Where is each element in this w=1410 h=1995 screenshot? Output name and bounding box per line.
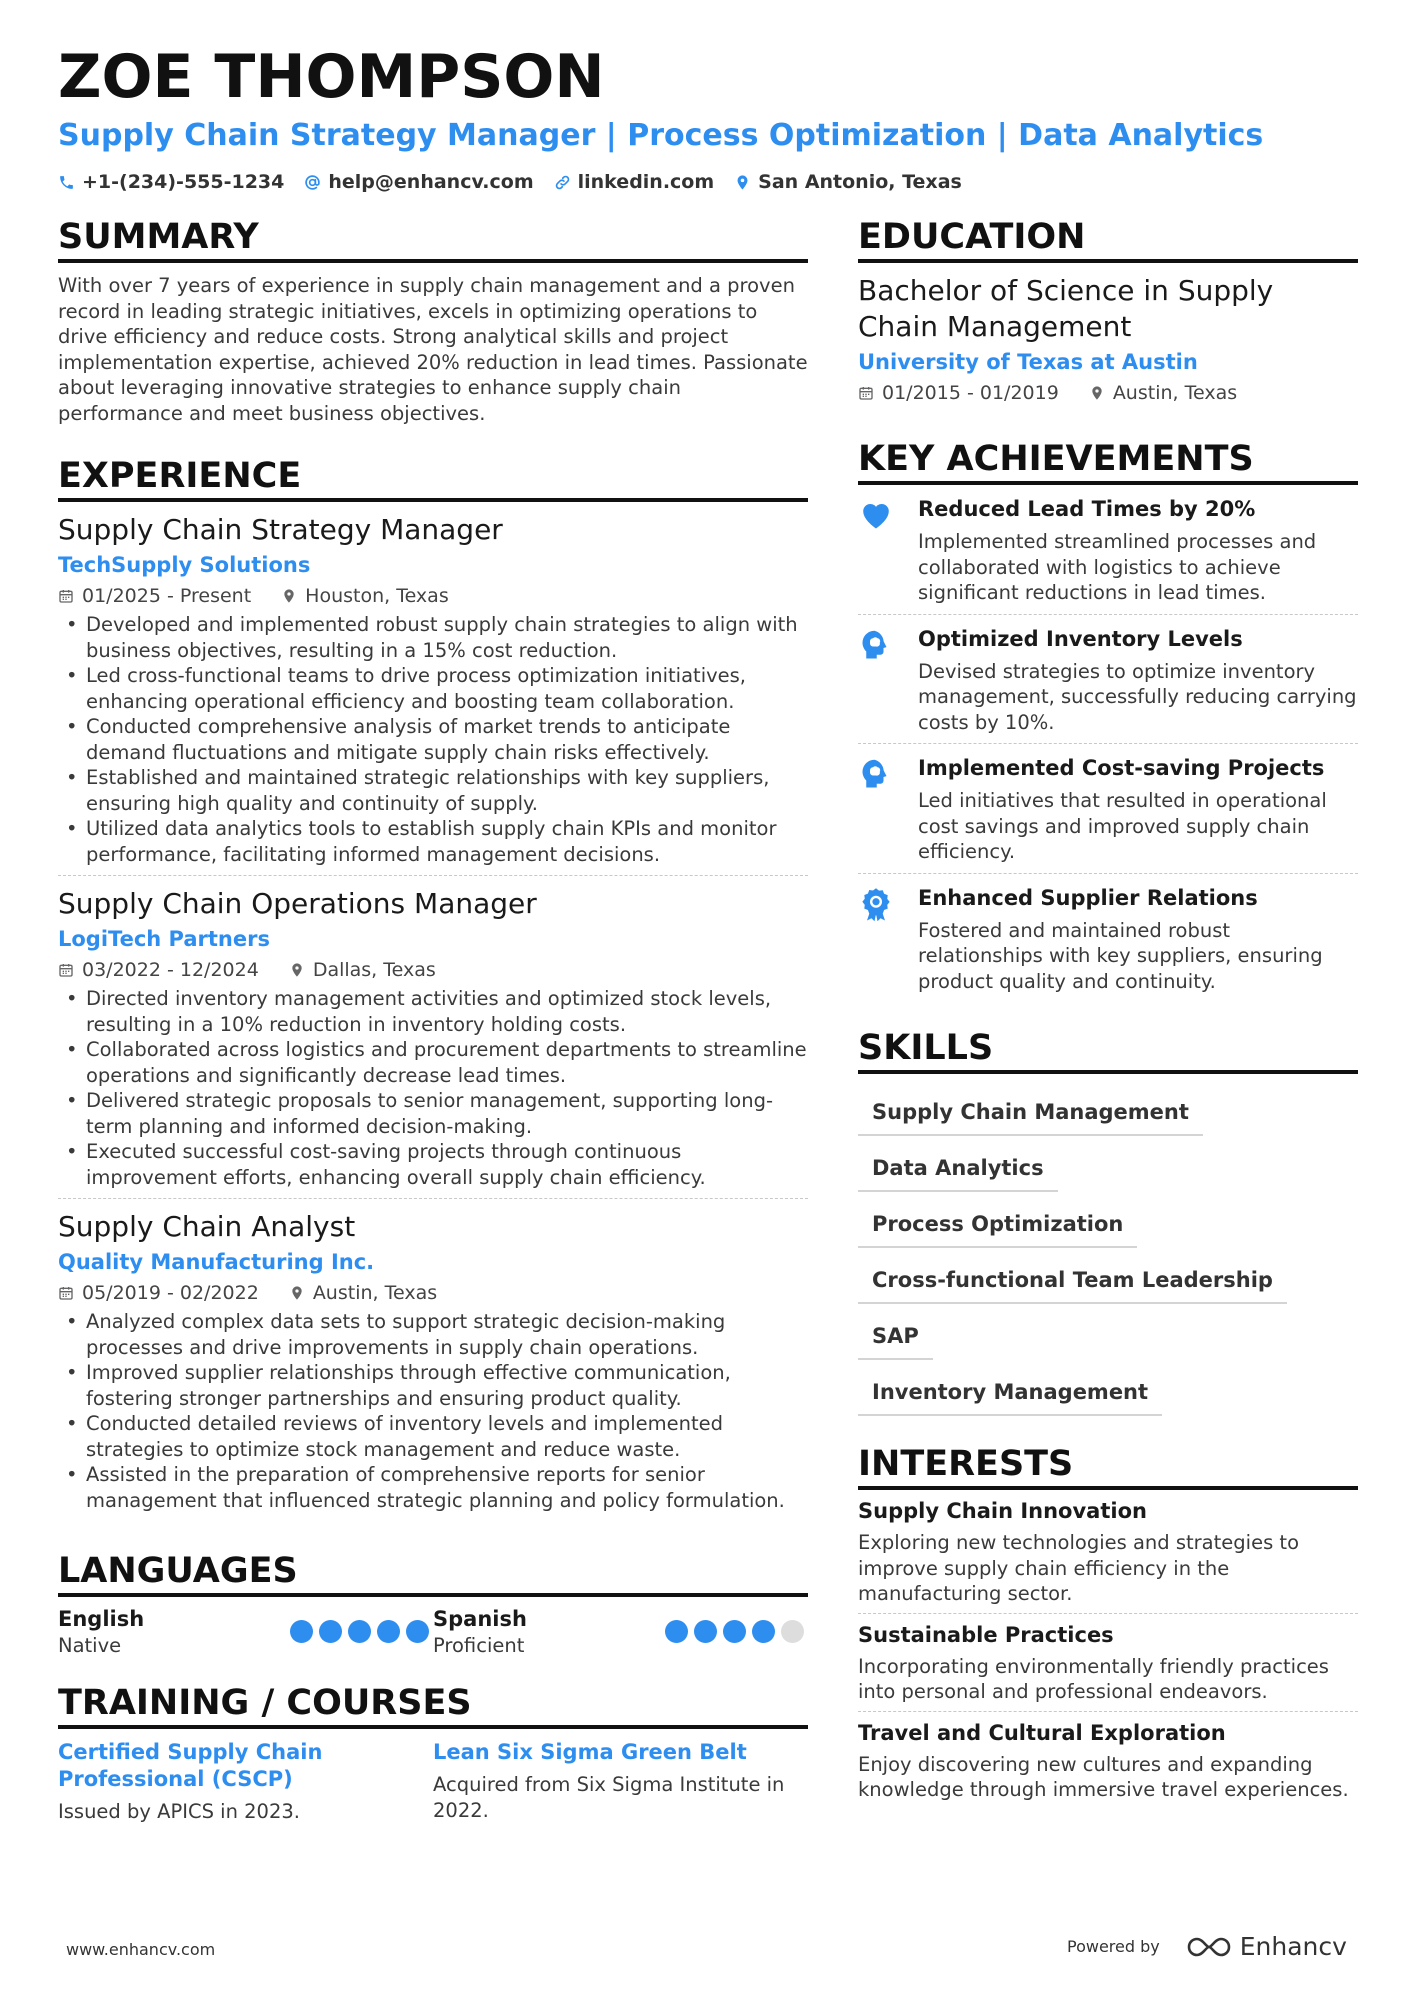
training-desc: Acquired from Six Sigma Institute in 2022. xyxy=(433,1773,785,1822)
job-bullet: • Improved supplier relationships through effective communication, fostering stronger partnerships and ensuring product quality. xyxy=(58,1360,808,1411)
job-entry xyxy=(58,886,808,1199)
brand-name: Enhancv xyxy=(1239,1932,1347,1961)
calendar-icon xyxy=(858,385,874,401)
head-brain-icon xyxy=(858,756,894,792)
rating-dot-filled xyxy=(406,1620,429,1643)
languages-heading: LANGUAGES xyxy=(58,1549,808,1597)
job-dates-text: 03/2022 - 12/2024 xyxy=(82,959,259,981)
achievements-heading: KEY ACHIEVEMENTS xyxy=(858,437,1358,485)
job-bullet: • Developed and implemented robust supply chain strategies to align with business objectives, resulting in a 15% cost reduction. xyxy=(58,612,808,663)
job-location xyxy=(281,582,449,610)
summary-text: With over 7 years of experience in supply chain management and a proven record in leading strategic initiatives, excels in optimizing operations to drive efficiency and reduce costs. Strong analytical skills and project implementation expertise, achieved 20% reduction in lead times. Passionate about leveraging innovative strategies to enhance supply chain performance and meet business objectives. xyxy=(58,274,808,425)
job-bullet: • Delivered strategic proposals to senior management, supporting long-term planning and informed decision-making. xyxy=(58,1088,808,1139)
job-company: LogiTech Partners xyxy=(58,927,270,951)
right-column xyxy=(858,215,1358,1809)
map-pin-icon xyxy=(289,962,305,978)
achievements-section xyxy=(858,437,1358,1002)
calendar-icon xyxy=(58,962,74,978)
rating-dot-filled xyxy=(377,1620,400,1643)
contact-bar xyxy=(58,168,962,196)
language-name: English xyxy=(58,1607,145,1631)
enhancv-logo-icon xyxy=(1186,1934,1232,1960)
left-column xyxy=(58,215,808,1825)
job-bullet: • Analyzed complex data sets to support strategic decision-making processes and drive improvements in supply chain operations. xyxy=(58,1309,808,1360)
experience-heading: EXPERIENCE xyxy=(58,454,808,502)
interest-item xyxy=(858,1712,1358,1809)
rating-dot-filled xyxy=(665,1620,688,1643)
job-location-text: Houston, Texas xyxy=(305,585,449,607)
skill-tag: Inventory Management xyxy=(858,1368,1162,1416)
contact-phone[interactable] xyxy=(58,171,284,193)
map-pin-icon xyxy=(289,1285,305,1301)
languages-list xyxy=(58,1605,808,1659)
contact-location xyxy=(734,171,962,193)
education-degree: Bachelor of Science in Supply Chain Management xyxy=(858,274,1274,343)
summary-section xyxy=(58,215,808,426)
map-pin-icon xyxy=(734,174,751,191)
achievement-desc: Led initiatives that resulted in operational cost savings and improved supply chain efficiency. xyxy=(918,789,1327,863)
training-section xyxy=(58,1681,808,1825)
experience-section xyxy=(58,454,808,1519)
job-entry xyxy=(58,1209,808,1519)
award-badge-icon xyxy=(858,886,894,922)
interest-desc: Exploring new technologies and strategies to improve supply chain efficiency in the manufacturing sector. xyxy=(858,1531,1299,1605)
job-meta xyxy=(58,956,808,984)
job-bullet: • Led cross-functional teams to drive process optimization initiatives, enhancing operational efficiency and boosting team collaboration. xyxy=(58,663,808,714)
rating-dot-filled xyxy=(723,1620,746,1643)
job-bullet: • Executed successful cost-saving projects through continuous improvement efforts, enhancing overall supply chain efficiency. xyxy=(58,1139,808,1190)
job-location xyxy=(289,956,436,984)
training-list xyxy=(58,1739,808,1825)
language-item xyxy=(58,1605,433,1659)
job-meta xyxy=(58,1279,808,1307)
job-dates xyxy=(58,1279,259,1307)
job-bullets xyxy=(58,1309,808,1513)
job-location-text: Dallas, Texas xyxy=(312,959,436,981)
powered-by-label: Powered by xyxy=(1067,1937,1160,1956)
achievement-item xyxy=(858,485,1358,615)
job-company: TechSupply Solutions xyxy=(58,553,311,577)
job-bullet: • Directed inventory management activities and optimized stock levels, resulting in a 10% reduction in inventory holding costs. xyxy=(58,986,808,1037)
achievement-desc: Fostered and maintained robust relationships with key suppliers, ensuring product quality and continuity. xyxy=(918,918,1323,993)
job-bullets xyxy=(58,986,808,1190)
achievement-icon-wrap xyxy=(858,495,918,606)
skills-list xyxy=(858,1080,1358,1416)
at-icon xyxy=(304,174,321,191)
job-dates-text: 05/2019 - 02/2022 xyxy=(82,1282,259,1304)
calendar-icon xyxy=(58,588,74,604)
interest-desc: Enjoy discovering new cultures and expanding knowledge through immersive travel experiences. xyxy=(858,1752,1349,1801)
skills-section xyxy=(858,1026,1358,1416)
education-dates-text: 01/2015 - 01/2019 xyxy=(882,382,1059,404)
contact-linkedin[interactable] xyxy=(554,171,715,193)
phone-icon xyxy=(58,174,75,191)
training-item xyxy=(58,1739,433,1825)
language-level: Proficient xyxy=(433,1634,525,1657)
job-meta xyxy=(58,582,808,610)
job-bullet: • Conducted comprehensive analysis of market trends to anticipate demand fluctuations and mitigate supply chain risks effectively. xyxy=(58,714,808,765)
education-school: University of Texas at Austin xyxy=(858,350,1198,374)
job-bullet: • Conducted detailed reviews of inventory levels and implemented strategies to optimize stock management and reduce waste. xyxy=(58,1411,808,1462)
language-rating xyxy=(665,1620,804,1643)
training-item xyxy=(433,1739,808,1825)
job-role: Supply Chain Strategy Manager xyxy=(58,513,503,546)
interest-item xyxy=(858,1614,1358,1712)
job-entry xyxy=(58,512,808,876)
interest-item xyxy=(858,1490,1358,1614)
achievement-icon-wrap xyxy=(858,884,918,995)
education-section xyxy=(858,215,1358,407)
candidate-name: ZOE THOMPSON xyxy=(58,42,605,112)
job-bullets xyxy=(58,612,808,867)
skills-heading: SKILLS xyxy=(858,1026,1358,1074)
heart-icon xyxy=(858,497,894,533)
map-pin-icon xyxy=(281,588,297,604)
job-dates xyxy=(58,582,251,610)
job-location-text: Austin, Texas xyxy=(312,1282,438,1304)
training-title: Certified Supply Chain Professional (CSCP) xyxy=(58,1740,323,1791)
training-heading: TRAINING / COURSES xyxy=(58,1681,808,1729)
summary-heading: SUMMARY xyxy=(58,215,808,263)
job-dates-text: 01/2025 - Present xyxy=(82,585,252,607)
email-text: help@enhancv.com xyxy=(328,171,534,193)
skill-tag: SAP xyxy=(858,1312,933,1360)
education-location xyxy=(1089,379,1237,407)
calendar-icon xyxy=(58,1285,74,1301)
brand-logo[interactable] xyxy=(1186,1932,1347,1961)
rating-dot-filled xyxy=(319,1620,342,1643)
footer-brand xyxy=(1067,1932,1347,1961)
interest-title: Travel and Cultural Exploration xyxy=(858,1720,1226,1745)
education-heading: EDUCATION xyxy=(858,215,1358,263)
skill-tag: Process Optimization xyxy=(858,1200,1137,1248)
candidate-headline: Supply Chain Strategy Manager | Process Optimization | Data Analytics xyxy=(58,118,1264,153)
achievement-icon-wrap xyxy=(858,754,918,865)
job-location xyxy=(289,1279,437,1307)
rating-dot-filled xyxy=(290,1620,313,1643)
interests-section xyxy=(858,1442,1358,1809)
achievement-title: Implemented Cost-saving Projects xyxy=(918,756,1325,780)
interest-title: Sustainable Practices xyxy=(858,1622,1114,1647)
language-rating xyxy=(290,1620,429,1643)
achievement-icon-wrap xyxy=(858,625,918,736)
achievement-item xyxy=(858,874,1358,1003)
achievement-title: Reduced Lead Times by 20% xyxy=(918,497,1256,521)
achievement-title: Enhanced Supplier Relations xyxy=(918,885,1258,910)
job-bullet: • Utilized data analytics tools to establish supply chain KPIs and monitor performance, facilitating informed management decisions. xyxy=(58,816,808,867)
interests-heading: INTERESTS xyxy=(858,1442,1358,1490)
phone-text: +1-(234)-555-1234 xyxy=(82,171,285,193)
head-brain-icon xyxy=(858,627,894,663)
skill-tag: Cross-functional Team Leadership xyxy=(858,1256,1287,1304)
map-pin-icon xyxy=(1089,385,1105,401)
rating-dot-filled xyxy=(752,1620,775,1643)
achievement-item xyxy=(858,615,1358,745)
language-level: Native xyxy=(58,1634,122,1657)
job-bullet: • Assisted in the preparation of comprehensive reports for senior management that influenced strategic planning and policy formulation. xyxy=(58,1462,808,1513)
location-text: San Antonio, Texas xyxy=(758,171,962,193)
language-item xyxy=(433,1605,808,1659)
education-location-text: Austin, Texas xyxy=(1112,382,1238,404)
link-icon xyxy=(554,174,571,191)
achievement-desc: Implemented streamlined processes and collaborated with logistics to achieve significant reductions in lead times. xyxy=(918,530,1317,604)
job-bullet: • Established and maintained strategic relationships with key suppliers, ensuring high quality and continuity of supply. xyxy=(58,765,808,816)
interest-desc: Incorporating environmentally friendly practices into personal and professional endeavors. xyxy=(858,1654,1329,1703)
training-title: Lean Six Sigma Green Belt xyxy=(433,1740,747,1764)
job-role: Supply Chain Operations Manager xyxy=(58,887,537,920)
job-company: Quality Manufacturing Inc. xyxy=(58,1250,375,1274)
rating-dot-filled xyxy=(694,1620,717,1643)
job-role: Supply Chain Analyst xyxy=(58,1210,356,1243)
rating-dot-empty xyxy=(781,1620,804,1643)
achievement-desc: Devised strategies to optimize inventory management, successfully reducing carrying costs by 10%. xyxy=(918,659,1357,734)
education-dates xyxy=(858,379,1059,407)
interest-title: Supply Chain Innovation xyxy=(858,1499,1147,1523)
skill-tag: Supply Chain Management xyxy=(858,1088,1203,1136)
skill-tag: Data Analytics xyxy=(858,1144,1058,1192)
achievement-title: Optimized Inventory Levels xyxy=(918,626,1243,651)
achievement-item xyxy=(858,744,1358,874)
rating-dot-filled xyxy=(348,1620,371,1643)
contact-email[interactable] xyxy=(304,171,533,193)
linkedin-text: linkedin.com xyxy=(577,171,715,193)
language-name: Spanish xyxy=(433,1607,527,1631)
footer-website[interactable]: www.enhancv.com xyxy=(66,1940,216,1959)
job-dates xyxy=(58,956,259,984)
education-meta xyxy=(858,379,1358,407)
training-desc: Issued by APICS in 2023. xyxy=(58,1800,300,1823)
languages-section xyxy=(58,1549,808,1659)
job-bullet: • Collaborated across logistics and procurement departments to streamline operations and significantly decrease lead times. xyxy=(58,1037,808,1088)
